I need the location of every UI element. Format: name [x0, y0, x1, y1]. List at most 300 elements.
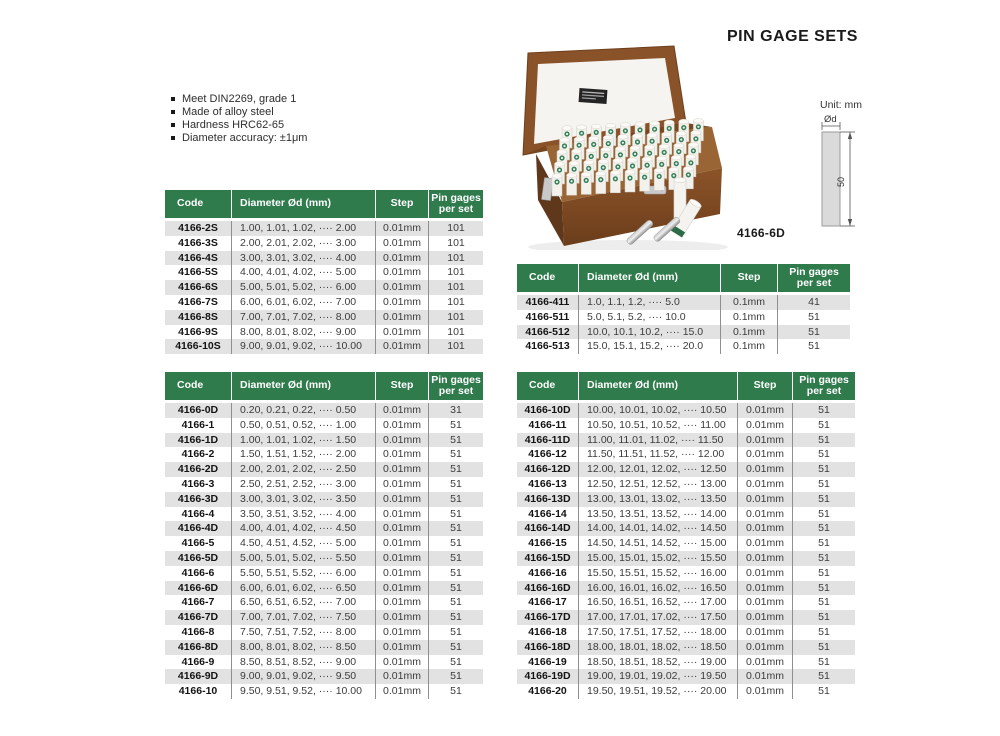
table-cell: 0.1mm: [720, 325, 777, 340]
table-row: [517, 551, 855, 566]
photo-caption: 4166-6D: [737, 226, 786, 240]
table-cell: 1.0, 1.1, 1.2, ···· 5.0: [578, 295, 720, 310]
table-row: [517, 655, 855, 670]
table-cell: 101: [428, 310, 483, 325]
column-header-diameter: Diameter Ød (mm): [231, 372, 375, 403]
table-cell: 4166-12: [517, 447, 578, 462]
header-row: [517, 372, 855, 403]
table-cell: 0.01mm: [737, 462, 792, 477]
table-cell: 51: [792, 684, 855, 699]
table-cell: 4166-1: [165, 418, 231, 433]
table-cell: 51: [792, 521, 855, 536]
table-cell: 0.01mm: [375, 251, 428, 266]
table-row: [165, 221, 483, 236]
table-cell: 0.01mm: [375, 610, 428, 625]
table-cell: 4166-4D: [165, 521, 231, 536]
table-cell: 4166-7S: [165, 295, 231, 310]
table-cell: 4166-14: [517, 507, 578, 522]
table-cell: 0.01mm: [375, 339, 428, 354]
table-cell: 51: [792, 595, 855, 610]
feature-text: Hardness HRC62-65: [182, 119, 285, 131]
table-cell: 4166-7D: [165, 610, 231, 625]
table-cell: 51: [792, 536, 855, 551]
table-cell: 4166-9: [165, 655, 231, 670]
table-cell: 15.50, 15.51, 15.52, ···· 16.00: [578, 566, 737, 581]
table-cell: 7.00, 7.01, 7.02, ···· 7.50: [231, 610, 375, 625]
bullet-icon: [171, 136, 175, 140]
table-cell: 0.01mm: [375, 280, 428, 295]
table-cell: 0.01mm: [737, 507, 792, 522]
table-cell: 0.01mm: [375, 418, 428, 433]
table-cell: 0.01mm: [737, 551, 792, 566]
table-row: [517, 536, 855, 551]
table-row: [165, 310, 483, 325]
arrow-down-icon: [848, 219, 852, 226]
table-cell: 4166-511: [517, 310, 578, 325]
pin-gage-set-photo: [498, 40, 730, 250]
table-cell: 4166-512: [517, 325, 578, 340]
table-cell: 4166-1D: [165, 433, 231, 448]
table-cell: 16.00, 16.01, 16.02, ···· 16.50: [578, 581, 737, 596]
table-cell: 4166-15D: [517, 551, 578, 566]
table-cell: 51: [428, 581, 483, 596]
table-cell: 51: [792, 447, 855, 462]
table-cell: 101: [428, 265, 483, 280]
table-cell: 18.00, 18.01, 18.02, ···· 18.50: [578, 640, 737, 655]
bullet-icon: [171, 97, 175, 101]
table-row: [165, 447, 483, 462]
table-cell: 4166-10: [165, 684, 231, 699]
table-cell: 51: [792, 551, 855, 566]
table-cell: 51: [792, 655, 855, 670]
table-cell: 0.01mm: [737, 610, 792, 625]
lid-label: [579, 88, 608, 104]
table-cell: 17.50, 17.51, 17.52, ···· 18.00: [578, 625, 737, 640]
table-cell: 4.00, 4.01, 4.02, ···· 5.00: [231, 265, 375, 280]
table-cell: 4166-13D: [517, 492, 578, 507]
column-header-step: Step: [720, 264, 777, 295]
column-header-step: Step: [375, 372, 428, 403]
table-cell: 9.50, 9.51, 9.52, ···· 10.00: [231, 684, 375, 699]
table-cell: 0.01mm: [375, 640, 428, 655]
table-cell: 4166-3S: [165, 236, 231, 251]
table-cell: 0.01mm: [375, 325, 428, 340]
table-cell: 4166-513: [517, 339, 578, 354]
table-row: [165, 655, 483, 670]
table-cell: 51: [428, 477, 483, 492]
table-cell: 15.00, 15.01, 15.02, ···· 15.50: [578, 551, 737, 566]
table-d-series-small: [165, 372, 483, 699]
table-cell: 51: [792, 581, 855, 596]
table-cell: 51: [428, 536, 483, 551]
table-cell: 101: [428, 295, 483, 310]
feature-text: Made of alloy steel: [182, 106, 274, 118]
table-cell: 51: [777, 310, 850, 325]
table-cell: 4166-12D: [517, 462, 578, 477]
table-s-series: [165, 190, 483, 354]
table-cell: 10.00, 10.01, 10.02, ···· 10.50: [578, 403, 737, 418]
table-cell: 18.50, 18.51, 18.52, ···· 19.00: [578, 655, 737, 670]
table-cell: 51: [428, 595, 483, 610]
table-cell: 4166-2S: [165, 221, 231, 236]
feature-item: [171, 119, 307, 132]
table-cell: 4166-18: [517, 625, 578, 640]
table-row: [517, 595, 855, 610]
table-cell: 51: [792, 418, 855, 433]
table-row: [165, 566, 483, 581]
table-cell: 0.01mm: [375, 462, 428, 477]
table-cell: 41: [777, 295, 850, 310]
table-cell: 51: [428, 566, 483, 581]
table-row: [165, 280, 483, 295]
table-cell: 1.00, 1.01, 1.02, ···· 1.50: [231, 433, 375, 448]
table-row: [517, 610, 855, 625]
table-cell: 6.00, 6.01, 6.02, ···· 7.00: [231, 295, 375, 310]
table-cell: 0.01mm: [375, 492, 428, 507]
table-cell: 51: [792, 566, 855, 581]
table-row: [165, 640, 483, 655]
table-cell: 51: [428, 551, 483, 566]
table-cell: 4166-4S: [165, 251, 231, 266]
table-cell: 5.50, 5.51, 5.52, ···· 6.00: [231, 566, 375, 581]
table-cell: 0.01mm: [737, 521, 792, 536]
table-cell: 0.01mm: [375, 403, 428, 418]
table-cell: 14.50, 14.51, 14.52, ···· 15.00: [578, 536, 737, 551]
table-row: [517, 310, 850, 325]
table-row: [517, 403, 855, 418]
table-row: [517, 339, 850, 354]
table-cell: 4166-7: [165, 595, 231, 610]
table-cell: 4166-17D: [517, 610, 578, 625]
table-cell: 0.01mm: [375, 507, 428, 522]
table-row: [517, 492, 855, 507]
bullet-icon: [171, 110, 175, 114]
feature-list: [171, 93, 307, 145]
table-row: [165, 251, 483, 266]
table-cell: 4166-19D: [517, 669, 578, 684]
table-cell: 51: [428, 507, 483, 522]
table-cell: 8.00, 8.01, 8.02, ···· 8.50: [231, 640, 375, 655]
table-cell: 0.01mm: [737, 403, 792, 418]
table-cell: 4166-11: [517, 418, 578, 433]
table-cell: 4166-16: [517, 566, 578, 581]
table-cell: 4166-3: [165, 477, 231, 492]
table-cell: 51: [792, 669, 855, 684]
feature-text: Diameter accuracy: ±1μm: [182, 132, 308, 144]
table-row: [517, 566, 855, 581]
column-header-diameter: Diameter Ød (mm): [231, 190, 375, 221]
bullet-icon: [171, 123, 175, 127]
table-row: [165, 477, 483, 492]
table-row: [165, 521, 483, 536]
table-cell: 0.01mm: [737, 492, 792, 507]
table-row: [517, 477, 855, 492]
table-row: [517, 447, 855, 462]
table-cell: 7.00, 7.01, 7.02, ···· 8.00: [231, 310, 375, 325]
column-header-step: Step: [375, 190, 428, 221]
table-cell: 9.00, 9.01, 9.02, ···· 9.50: [231, 669, 375, 684]
table-cell: 4166-2: [165, 447, 231, 462]
table-cell: 51: [792, 477, 855, 492]
table-cell: 0.01mm: [737, 625, 792, 640]
table-cell: 0.01mm: [375, 265, 428, 280]
table-cell: 0.01mm: [375, 521, 428, 536]
table-cell: 4166-3D: [165, 492, 231, 507]
table-cell: 4166-9D: [165, 669, 231, 684]
unit-label: Unit: mm: [820, 99, 862, 111]
table-row: [165, 625, 483, 640]
table-cell: 19.00, 19.01, 19.02, ···· 19.50: [578, 669, 737, 684]
table-row: [517, 295, 850, 310]
feature-item: [171, 132, 307, 145]
table-cell: 16.50, 16.51, 16.52, ···· 17.00: [578, 595, 737, 610]
table-cell: 0.01mm: [737, 595, 792, 610]
table-cell: 4166-2D: [165, 462, 231, 477]
table-cell: 4166-5: [165, 536, 231, 551]
table-cell: 4166-14D: [517, 521, 578, 536]
table-row: [165, 433, 483, 448]
table-cell: 4166-18D: [517, 640, 578, 655]
table-cell: 8.00, 8.01, 8.02, ···· 9.00: [231, 325, 375, 340]
table-row: [165, 403, 483, 418]
table-cell: 0.01mm: [375, 310, 428, 325]
table-cell: 0.01mm: [375, 669, 428, 684]
table-cell: 0.01mm: [737, 477, 792, 492]
table-row: [165, 325, 483, 340]
table-cell: 51: [428, 418, 483, 433]
table-row: [165, 295, 483, 310]
table-cell: 2.50, 2.51, 2.52, ···· 3.00: [231, 477, 375, 492]
table-cell: 51: [777, 325, 850, 340]
table-row: [165, 462, 483, 477]
table-cell: 11.00, 11.01, 11.02, ···· 11.50: [578, 433, 737, 448]
column-header-code: Code: [517, 264, 578, 295]
table-row: [517, 581, 855, 596]
table-cell: 0.20, 0.21, 0.22, ···· 0.50: [231, 403, 375, 418]
table-cell: 51: [792, 403, 855, 418]
table-row: [165, 551, 483, 566]
table-cell: 0.50, 0.51, 0.52, ···· 1.00: [231, 418, 375, 433]
table-cell: 51: [792, 462, 855, 477]
table-row: [165, 610, 483, 625]
table-cell: 0.01mm: [737, 433, 792, 448]
table-cell: 0.01mm: [375, 236, 428, 251]
table-row: [517, 433, 855, 448]
table-cell: 4166-411: [517, 295, 578, 310]
table-cell: 51: [428, 610, 483, 625]
table-cell: 4166-11D: [517, 433, 578, 448]
table-cell: 4.00, 4.01, 4.02, ···· 4.50: [231, 521, 375, 536]
table-row: [517, 669, 855, 684]
table-cell: 4166-8: [165, 625, 231, 640]
table-row: [517, 640, 855, 655]
table-cell: 2.00, 2.01, 2.02, ···· 2.50: [231, 462, 375, 477]
table-row: [165, 669, 483, 684]
table-cell: 101: [428, 325, 483, 340]
table-cell: 0.1mm: [720, 339, 777, 354]
table-row: [165, 265, 483, 280]
table-cell: 51: [428, 684, 483, 699]
table-row: [517, 418, 855, 433]
table-cell: 4166-6D: [165, 581, 231, 596]
table-cell: 0.01mm: [375, 295, 428, 310]
table-cell: 101: [428, 251, 483, 266]
column-header-code: Code: [517, 372, 578, 403]
table-cell: 4166-17: [517, 595, 578, 610]
pin-dimension-diagram: [812, 110, 864, 234]
table-cell: 101: [428, 280, 483, 295]
table-cell: 1.00, 1.01, 1.02, ···· 2.00: [231, 221, 375, 236]
feature-item: [171, 93, 307, 106]
column-header-pin-gages: Pin gages per set: [428, 190, 483, 221]
table-cell: 0.01mm: [737, 581, 792, 596]
table-cell: 14.00, 14.01, 14.02, ···· 14.50: [578, 521, 737, 536]
table-cell: 0.01mm: [737, 566, 792, 581]
table-cell: 4166-4: [165, 507, 231, 522]
table-cell: 0.01mm: [375, 655, 428, 670]
table-cell: 4.50, 4.51, 4.52, ···· 5.00: [231, 536, 375, 551]
table-cell: 51: [792, 640, 855, 655]
arrow-up-icon: [848, 132, 852, 139]
feature-item: [171, 106, 307, 119]
table-cell: 10.0, 10.1, 10.2, ···· 15.0: [578, 325, 720, 340]
table-row: [165, 418, 483, 433]
column-header-step: Step: [737, 372, 792, 403]
diameter-label: Ød: [824, 114, 837, 125]
table-cell: 9.00, 9.01, 9.02, ···· 10.00: [231, 339, 375, 354]
table-cell: 2.00, 2.01, 2.02, ···· 3.00: [231, 236, 375, 251]
header-row: [165, 372, 483, 403]
table-cell: 51: [792, 507, 855, 522]
table-cell: 10.50, 10.51, 10.52, ···· 11.00: [578, 418, 737, 433]
header-row: [165, 190, 483, 221]
table-cell: 101: [428, 221, 483, 236]
table-cell: 4166-6S: [165, 280, 231, 295]
table-row: [165, 507, 483, 522]
table-cell: 4166-20: [517, 684, 578, 699]
table-cell: 4166-16D: [517, 581, 578, 596]
table-row: [517, 325, 850, 340]
table-cell: 13.50, 13.51, 13.52, ···· 14.00: [578, 507, 737, 522]
table-cell: 0.1mm: [720, 295, 777, 310]
table-cell: 4166-8S: [165, 310, 231, 325]
table-row: [517, 684, 855, 699]
table-cell: 51: [428, 640, 483, 655]
table-row: [165, 595, 483, 610]
page-title: PIN GAGE SETS: [727, 28, 858, 45]
table-row: [517, 521, 855, 536]
table-cell: 51: [428, 625, 483, 640]
table-cell: 51: [777, 339, 850, 354]
table-cell: 51: [428, 669, 483, 684]
table-cell: 3.00, 3.01, 3.02, ···· 4.00: [231, 251, 375, 266]
table-cell: 0.01mm: [375, 595, 428, 610]
table-cell: 5.00, 5.01, 5.02, ···· 6.00: [231, 280, 375, 295]
table-cell: 101: [428, 339, 483, 354]
table-cell: 6.50, 6.51, 6.52, ···· 7.00: [231, 595, 375, 610]
table-cell: 4166-0D: [165, 403, 231, 418]
table-row: [165, 536, 483, 551]
column-header-pin-gages: Pin gages per set: [792, 372, 855, 403]
table-cell: 31: [428, 403, 483, 418]
table-cell: 7.50, 7.51, 7.52, ···· 8.00: [231, 625, 375, 640]
table-cell: 4166-6: [165, 566, 231, 581]
table-cell: 51: [792, 433, 855, 448]
table-cell: 0.01mm: [375, 684, 428, 699]
column-header-pin-gages: Pin gages per set: [428, 372, 483, 403]
table-cell: 4166-10D: [517, 403, 578, 418]
table-cell: 51: [428, 655, 483, 670]
table-cell: 17.00, 17.01, 17.02, ···· 17.50: [578, 610, 737, 625]
table-cell: 19.50, 19.51, 19.52, ···· 20.00: [578, 684, 737, 699]
table-cell: 6.00, 6.01, 6.02, ···· 6.50: [231, 581, 375, 596]
table-cell: 5.00, 5.01, 5.02, ···· 5.50: [231, 551, 375, 566]
table-cell: 51: [792, 610, 855, 625]
table-411-series: [517, 264, 850, 354]
table-cell: 51: [428, 433, 483, 448]
table-cell: 51: [428, 447, 483, 462]
table-cell: 4166-9S: [165, 325, 231, 340]
table-cell: 12.50, 12.51, 12.52, ···· 13.00: [578, 477, 737, 492]
table-cell: 1.50, 1.51, 1.52, ···· 2.00: [231, 447, 375, 462]
table-cell: 4166-10S: [165, 339, 231, 354]
table-cell: 51: [792, 492, 855, 507]
table-cell: 101: [428, 236, 483, 251]
table-cell: 13.00, 13.01, 13.02, ···· 13.50: [578, 492, 737, 507]
column-header-diameter: Diameter Ød (mm): [578, 264, 720, 295]
table-cell: 11.50, 11.51, 11.52, ···· 12.00: [578, 447, 737, 462]
table-cell: 12.00, 12.01, 12.02, ···· 12.50: [578, 462, 737, 477]
table-cell: 5.0, 5.1, 5.2, ···· 10.0: [578, 310, 720, 325]
column-header-diameter: Diameter Ød (mm): [578, 372, 737, 403]
table-row: [517, 625, 855, 640]
table-cell: 0.1mm: [720, 310, 777, 325]
table-cell: 0.01mm: [737, 418, 792, 433]
table-cell: 0.01mm: [375, 433, 428, 448]
table-cell: 3.50, 3.51, 3.52, ···· 4.00: [231, 507, 375, 522]
column-header-code: Code: [165, 372, 231, 403]
header-row: [517, 264, 850, 295]
length-label: 50: [836, 176, 846, 188]
table-cell: 0.01mm: [375, 221, 428, 236]
table-row: [165, 684, 483, 699]
table-cell: 0.01mm: [375, 551, 428, 566]
table-row: [517, 462, 855, 477]
table-cell: 4166-5D: [165, 551, 231, 566]
table-cell: 0.01mm: [375, 477, 428, 492]
table-cell: 0.01mm: [375, 581, 428, 596]
table-cell: 0.01mm: [737, 669, 792, 684]
table-cell: 0.01mm: [737, 655, 792, 670]
table-cell: 4166-15: [517, 536, 578, 551]
table-cell: 0.01mm: [737, 447, 792, 462]
feature-text: Meet DIN2269, grade 1: [182, 93, 297, 105]
table-cell: 4166-13: [517, 477, 578, 492]
table-cell: 4166-5S: [165, 265, 231, 280]
table-cell: 0.01mm: [737, 684, 792, 699]
table-cell: 15.0, 15.1, 15.2, ···· 20.0: [578, 339, 720, 354]
table-cell: 0.01mm: [375, 447, 428, 462]
table-cell: 51: [428, 521, 483, 536]
table-d-series-large: [517, 372, 855, 699]
column-header-code: Code: [165, 190, 231, 221]
table-cell: 3.00, 3.01, 3.02, ···· 3.50: [231, 492, 375, 507]
column-header-pin-gages: Pin gages per set: [777, 264, 850, 295]
table-cell: 51: [792, 625, 855, 640]
table-cell: 4166-19: [517, 655, 578, 670]
table-cell: 0.01mm: [375, 536, 428, 551]
table-cell: 0.01mm: [375, 625, 428, 640]
